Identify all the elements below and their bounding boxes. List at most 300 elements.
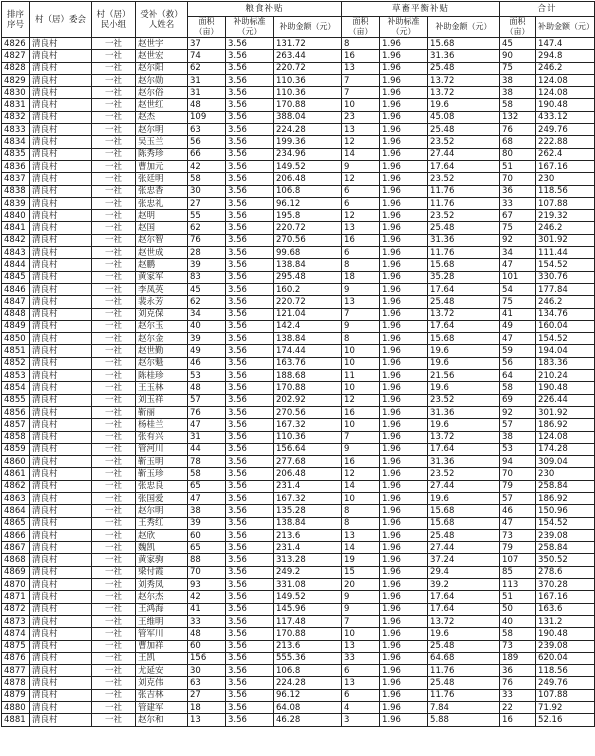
cell-seq: 4863	[2, 492, 30, 504]
cell-grain-area: 66	[188, 148, 226, 160]
cell-grain-amount: 331.08	[274, 579, 342, 591]
cell-grass-area: 13	[342, 222, 380, 234]
cell-grain-amount: 231.4	[274, 542, 342, 554]
cell-total-area: 54	[500, 283, 536, 295]
cell-grain-std: 3.56	[226, 382, 274, 394]
cell-village: 清良村	[30, 308, 92, 320]
cell-person: 陈秀珍	[136, 148, 188, 160]
cell-grass-std: 1.96	[380, 111, 428, 123]
cell-grass-amount: 45.08	[428, 111, 500, 123]
cell-seq: 4841	[2, 222, 30, 234]
cell-grain-amount: 99.68	[274, 247, 342, 259]
cell-grass-amount: 5.88	[428, 714, 500, 726]
cell-grass-std: 1.96	[380, 124, 428, 136]
cell-person: 刘玉祥	[136, 394, 188, 406]
table-row	[2, 505, 595, 517]
cell-grass-area: 10	[342, 357, 380, 369]
cell-grass-area: 8	[342, 259, 380, 271]
cell-person: 赵国	[136, 222, 188, 234]
cell-grain-std: 3.56	[226, 185, 274, 197]
cell-grass-std: 1.96	[380, 370, 428, 382]
cell-grain-area: 37	[188, 38, 226, 50]
cell-grass-std: 1.96	[380, 603, 428, 615]
cell-group: 一社	[92, 652, 136, 664]
cell-grain-area: 31	[188, 87, 226, 99]
cell-total-area: 33	[500, 689, 536, 701]
cell-grain-std: 3.56	[226, 689, 274, 701]
cell-person: 赵世成	[136, 247, 188, 259]
cell-grain-area: 41	[188, 603, 226, 615]
cell-person: 赵世红	[136, 99, 188, 111]
cell-seq: 4866	[2, 529, 30, 541]
cell-grass-std: 1.96	[380, 492, 428, 504]
cell-grain-area: 63	[188, 124, 226, 136]
cell-seq: 4851	[2, 345, 30, 357]
cell-grain-area: 39	[188, 517, 226, 529]
cell-group: 一社	[92, 542, 136, 554]
cell-person: 王维明	[136, 615, 188, 627]
table-row	[2, 431, 595, 443]
cell-grass-area: 13	[342, 62, 380, 74]
cell-person: 张廷明	[136, 173, 188, 185]
cell-group: 一社	[92, 628, 136, 640]
cell-village: 清良村	[30, 296, 92, 308]
cell-group: 一社	[92, 173, 136, 185]
table-row	[2, 382, 595, 394]
cell-total-area: 49	[500, 320, 536, 332]
cell-seq: 4872	[2, 603, 30, 615]
cell-grass-area: 7	[342, 74, 380, 86]
cell-grass-amount: 13.72	[428, 615, 500, 627]
cell-village: 清良村	[30, 689, 92, 701]
cell-total-area: 68	[500, 136, 536, 148]
cell-grass-std: 1.96	[380, 714, 428, 726]
cell-grain-area: 33	[188, 615, 226, 627]
header-row-top	[2, 2, 595, 17]
cell-group: 一社	[92, 124, 136, 136]
cell-grass-area: 10	[342, 345, 380, 357]
table-row	[2, 456, 595, 468]
cell-grain-area: 58	[188, 468, 226, 480]
cell-grass-std: 1.96	[380, 554, 428, 566]
cell-grass-amount: 31.36	[428, 234, 500, 246]
cell-total-area: 51	[500, 160, 536, 172]
cell-total-area: 92	[500, 406, 536, 418]
cell-grass-std: 1.96	[380, 210, 428, 222]
cell-seq: 4840	[2, 210, 30, 222]
cell-grass-amount: 39.2	[428, 579, 500, 591]
cell-grass-amount: 13.72	[428, 87, 500, 99]
table-row	[2, 603, 595, 615]
cell-seq: 4830	[2, 87, 30, 99]
cell-seq: 4849	[2, 320, 30, 332]
cell-grain-amount: 110.36	[274, 431, 342, 443]
cell-total-area: 76	[500, 677, 536, 689]
cell-group: 一社	[92, 406, 136, 418]
table-row	[2, 345, 595, 357]
cell-person: 赵鹏	[136, 259, 188, 271]
cell-total-area: 92	[500, 234, 536, 246]
cell-grass-std: 1.96	[380, 234, 428, 246]
table-row	[2, 714, 595, 726]
cell-grain-std: 3.56	[226, 480, 274, 492]
cell-village: 清良村	[30, 591, 92, 603]
cell-total-area: 51	[500, 591, 536, 603]
cell-grain-area: 18	[188, 702, 226, 714]
cell-seq: 4855	[2, 394, 30, 406]
cell-grain-amount: 188.68	[274, 370, 342, 382]
cell-total-area: 67	[500, 210, 536, 222]
cell-seq: 4862	[2, 480, 30, 492]
cell-group: 一社	[92, 517, 136, 529]
cell-person: 赵尔阳	[136, 62, 188, 74]
cell-grass-amount: 19.6	[428, 419, 500, 431]
header-area-3: 面积（亩）	[500, 17, 536, 38]
cell-grass-area: 8	[342, 333, 380, 345]
cell-grain-std: 3.56	[226, 111, 274, 123]
cell-person: 靳玉明	[136, 456, 188, 468]
cell-grain-std: 3.56	[226, 456, 274, 468]
cell-grass-area: 12	[342, 136, 380, 148]
cell-grass-amount: 11.76	[428, 197, 500, 209]
cell-grass-amount: 21.56	[428, 370, 500, 382]
cell-grain-amount: 64.08	[274, 702, 342, 714]
cell-seq: 4874	[2, 628, 30, 640]
cell-grass-area: 12	[342, 394, 380, 406]
cell-seq: 4877	[2, 665, 30, 677]
cell-grain-amount: 106.8	[274, 185, 342, 197]
cell-total-area: 56	[500, 357, 536, 369]
header-area-1: 面积（亩）	[188, 17, 226, 38]
cell-grain-area: 76	[188, 234, 226, 246]
cell-total-amount: 620.04	[536, 652, 595, 664]
cell-grain-std: 3.56	[226, 62, 274, 74]
cell-total-amount: 118.56	[536, 185, 595, 197]
cell-grass-std: 1.96	[380, 443, 428, 455]
cell-grass-amount: 11.76	[428, 665, 500, 677]
cell-group: 一社	[92, 640, 136, 652]
cell-grain-std: 3.56	[226, 394, 274, 406]
cell-grain-amount: 220.72	[274, 222, 342, 234]
cell-total-amount: 230	[536, 468, 595, 480]
cell-grain-area: 47	[188, 419, 226, 431]
cell-group: 一社	[92, 197, 136, 209]
cell-grass-amount: 15.68	[428, 517, 500, 529]
header-std-1: 补助标准（元）	[226, 17, 274, 38]
cell-grass-std: 1.96	[380, 480, 428, 492]
cell-grain-amount: 388.04	[274, 111, 342, 123]
cell-grain-std: 3.56	[226, 283, 274, 295]
cell-total-area: 38	[500, 431, 536, 443]
cell-grass-area: 14	[342, 542, 380, 554]
cell-total-area: 50	[500, 603, 536, 615]
cell-total-amount: 167.16	[536, 160, 595, 172]
cell-total-amount: 154.52	[536, 259, 595, 271]
cell-grass-area: 33	[342, 652, 380, 664]
table-row	[2, 468, 595, 480]
cell-total-area: 22	[500, 702, 536, 714]
cell-seq: 4865	[2, 517, 30, 529]
cell-grass-area: 13	[342, 296, 380, 308]
cell-total-amount: 262.4	[536, 148, 595, 160]
cell-grass-area: 13	[342, 677, 380, 689]
cell-grass-amount: 19.6	[428, 345, 500, 357]
cell-grass-amount: 25.48	[428, 296, 500, 308]
cell-village: 清良村	[30, 210, 92, 222]
cell-grain-std: 3.56	[226, 677, 274, 689]
table-row	[2, 160, 595, 172]
cell-grass-area: 6	[342, 665, 380, 677]
cell-grass-area: 7	[342, 431, 380, 443]
cell-person: 靳丽	[136, 406, 188, 418]
cell-grass-std: 1.96	[380, 99, 428, 111]
cell-grass-area: 8	[342, 505, 380, 517]
cell-grass-std: 1.96	[380, 566, 428, 578]
cell-grain-std: 3.56	[226, 197, 274, 209]
cell-grain-std: 3.56	[226, 99, 274, 111]
cell-total-amount: 111.44	[536, 247, 595, 259]
cell-grain-amount: 121.04	[274, 308, 342, 320]
cell-total-amount: 124.08	[536, 87, 595, 99]
cell-grass-std: 1.96	[380, 677, 428, 689]
cell-total-area: 34	[500, 247, 536, 259]
cell-grass-std: 1.96	[380, 394, 428, 406]
cell-group: 一社	[92, 505, 136, 517]
cell-group: 一社	[92, 591, 136, 603]
cell-grain-std: 3.56	[226, 173, 274, 185]
cell-person: 管军川	[136, 628, 188, 640]
cell-total-amount: 350.52	[536, 554, 595, 566]
cell-grass-std: 1.96	[380, 160, 428, 172]
cell-person: 张吉林	[136, 689, 188, 701]
cell-group: 一社	[92, 702, 136, 714]
header-group: 村（居）民小组	[92, 2, 136, 38]
table-row	[2, 665, 595, 677]
cell-seq: 4864	[2, 505, 30, 517]
cell-grass-std: 1.96	[380, 271, 428, 283]
header-amt-3: 补助金额（元）	[536, 17, 595, 38]
cell-grain-amount: 160.2	[274, 283, 342, 295]
cell-grain-amount: 224.28	[274, 677, 342, 689]
cell-grain-amount: 149.52	[274, 591, 342, 603]
cell-grain-area: 27	[188, 689, 226, 701]
cell-grass-area: 7	[342, 615, 380, 627]
cell-grain-area: 56	[188, 136, 226, 148]
cell-grass-amount: 29.4	[428, 566, 500, 578]
cell-grain-area: 38	[188, 505, 226, 517]
cell-grain-amount: 96.12	[274, 689, 342, 701]
cell-person: 李凤英	[136, 283, 188, 295]
cell-grass-amount: 17.64	[428, 160, 500, 172]
cell-grain-area: 76	[188, 406, 226, 418]
table-row	[2, 517, 595, 529]
cell-grain-std: 3.56	[226, 665, 274, 677]
cell-grass-area: 9	[342, 443, 380, 455]
cell-grass-std: 1.96	[380, 173, 428, 185]
cell-total-area: 45	[500, 38, 536, 50]
cell-grass-amount: 23.52	[428, 173, 500, 185]
cell-total-amount: 246.2	[536, 222, 595, 234]
cell-total-area: 69	[500, 394, 536, 406]
cell-grass-area: 3	[342, 714, 380, 726]
cell-person: 张忠礼	[136, 197, 188, 209]
cell-group: 一社	[92, 38, 136, 50]
cell-group: 一社	[92, 74, 136, 86]
cell-village: 清良村	[30, 394, 92, 406]
cell-total-amount: 186.92	[536, 492, 595, 504]
cell-total-amount: 330.76	[536, 271, 595, 283]
cell-person: 曹加元	[136, 160, 188, 172]
cell-total-amount: 174.28	[536, 443, 595, 455]
table-row	[2, 210, 595, 222]
cell-grain-amount: 295.48	[274, 271, 342, 283]
cell-total-amount: 294.8	[536, 50, 595, 62]
cell-grass-std: 1.96	[380, 652, 428, 664]
cell-village: 清良村	[30, 38, 92, 50]
cell-group: 一社	[92, 480, 136, 492]
cell-group: 一社	[92, 296, 136, 308]
table-row	[2, 554, 595, 566]
cell-grass-area: 6	[342, 197, 380, 209]
cell-group: 一社	[92, 87, 136, 99]
cell-grass-std: 1.96	[380, 333, 428, 345]
cell-grass-amount: 37.24	[428, 554, 500, 566]
cell-grain-amount: 106.8	[274, 665, 342, 677]
cell-total-area: 47	[500, 333, 536, 345]
cell-grain-area: 42	[188, 160, 226, 172]
cell-grain-std: 3.56	[226, 308, 274, 320]
cell-total-amount: 124.08	[536, 431, 595, 443]
cell-seq: 4879	[2, 689, 30, 701]
cell-grain-amount: 167.32	[274, 419, 342, 431]
cell-seq: 4875	[2, 640, 30, 652]
cell-grass-std: 1.96	[380, 615, 428, 627]
cell-grain-amount: 167.32	[274, 492, 342, 504]
cell-group: 一社	[92, 308, 136, 320]
cell-total-area: 70	[500, 468, 536, 480]
cell-total-area: 41	[500, 308, 536, 320]
cell-grain-amount: 195.8	[274, 210, 342, 222]
cell-grass-area: 12	[342, 210, 380, 222]
cell-grass-std: 1.96	[380, 431, 428, 443]
cell-grass-area: 23	[342, 111, 380, 123]
cell-seq: 4847	[2, 296, 30, 308]
cell-grass-amount: 23.52	[428, 394, 500, 406]
cell-village: 清良村	[30, 247, 92, 259]
cell-group: 一社	[92, 234, 136, 246]
table-row	[2, 259, 595, 271]
cell-grain-std: 3.56	[226, 554, 274, 566]
cell-person: 刘克伟	[136, 677, 188, 689]
cell-grass-std: 1.96	[380, 665, 428, 677]
cell-person: 曹加祥	[136, 640, 188, 652]
cell-grain-area: 45	[188, 283, 226, 295]
cell-total-amount: 249.76	[536, 677, 595, 689]
cell-grass-std: 1.96	[380, 456, 428, 468]
cell-grass-amount: 19.6	[428, 628, 500, 640]
cell-grass-std: 1.96	[380, 689, 428, 701]
header-village: 村（居）委会	[30, 2, 92, 38]
cell-group: 一社	[92, 419, 136, 431]
cell-grain-amount: 206.48	[274, 468, 342, 480]
cell-group: 一社	[92, 689, 136, 701]
cell-grass-std: 1.96	[380, 529, 428, 541]
cell-grain-amount: 110.36	[274, 87, 342, 99]
cell-grain-amount: 46.28	[274, 714, 342, 726]
cell-grain-std: 3.56	[226, 50, 274, 62]
cell-grain-area: 55	[188, 210, 226, 222]
cell-grass-amount: 27.44	[428, 542, 500, 554]
cell-grass-std: 1.96	[380, 320, 428, 332]
cell-grain-amount: 234.96	[274, 148, 342, 160]
cell-group: 一社	[92, 603, 136, 615]
cell-grass-area: 8	[342, 517, 380, 529]
cell-total-amount: 124.08	[536, 74, 595, 86]
cell-grain-std: 3.56	[226, 542, 274, 554]
cell-grass-std: 1.96	[380, 357, 428, 369]
cell-grain-std: 3.56	[226, 579, 274, 591]
cell-grain-amount: 206.48	[274, 173, 342, 185]
cell-village: 清良村	[30, 74, 92, 86]
cell-total-amount: 258.84	[536, 542, 595, 554]
table-row	[2, 480, 595, 492]
table-row	[2, 419, 595, 431]
cell-grain-std: 3.56	[226, 259, 274, 271]
cell-grain-area: 63	[188, 677, 226, 689]
cell-grass-amount: 13.72	[428, 431, 500, 443]
cell-grain-area: 62	[188, 62, 226, 74]
cell-village: 清良村	[30, 148, 92, 160]
cell-village: 清良村	[30, 419, 92, 431]
cell-grass-std: 1.96	[380, 197, 428, 209]
cell-person: 王鸿海	[136, 603, 188, 615]
cell-village: 清良村	[30, 603, 92, 615]
cell-seq: 4832	[2, 111, 30, 123]
cell-grain-area: 88	[188, 554, 226, 566]
cell-grass-area: 7	[342, 87, 380, 99]
cell-person: 黄家军	[136, 271, 188, 283]
cell-grass-amount: 64.68	[428, 652, 500, 664]
cell-total-area: 76	[500, 124, 536, 136]
cell-total-amount: 230	[536, 173, 595, 185]
cell-grain-area: 70	[188, 566, 226, 578]
cell-group: 一社	[92, 370, 136, 382]
cell-grass-area: 10	[342, 419, 380, 431]
header-amt-1: 补助金额（元）	[274, 17, 342, 38]
cell-total-amount: 219.32	[536, 210, 595, 222]
cell-grain-amount: 145.96	[274, 603, 342, 615]
table-row	[2, 87, 595, 99]
cell-grain-area: 74	[188, 50, 226, 62]
cell-grain-area: 39	[188, 333, 226, 345]
cell-grain-amount: 142.4	[274, 320, 342, 332]
cell-total-amount: 249.76	[536, 124, 595, 136]
cell-total-area: 132	[500, 111, 536, 123]
cell-seq: 4857	[2, 419, 30, 431]
cell-grain-std: 3.56	[226, 247, 274, 259]
cell-village: 清良村	[30, 665, 92, 677]
cell-grain-amount: 277.68	[274, 456, 342, 468]
cell-grain-std: 3.56	[226, 124, 274, 136]
cell-grass-amount: 19.6	[428, 357, 500, 369]
cell-total-area: 64	[500, 370, 536, 382]
cell-grain-amount: 170.88	[274, 382, 342, 394]
cell-seq: 4881	[2, 714, 30, 726]
cell-grass-area: 6	[342, 247, 380, 259]
cell-person: 张有兴	[136, 431, 188, 443]
cell-grass-amount: 17.64	[428, 603, 500, 615]
header-person: 受补（救）人姓名	[136, 2, 188, 38]
